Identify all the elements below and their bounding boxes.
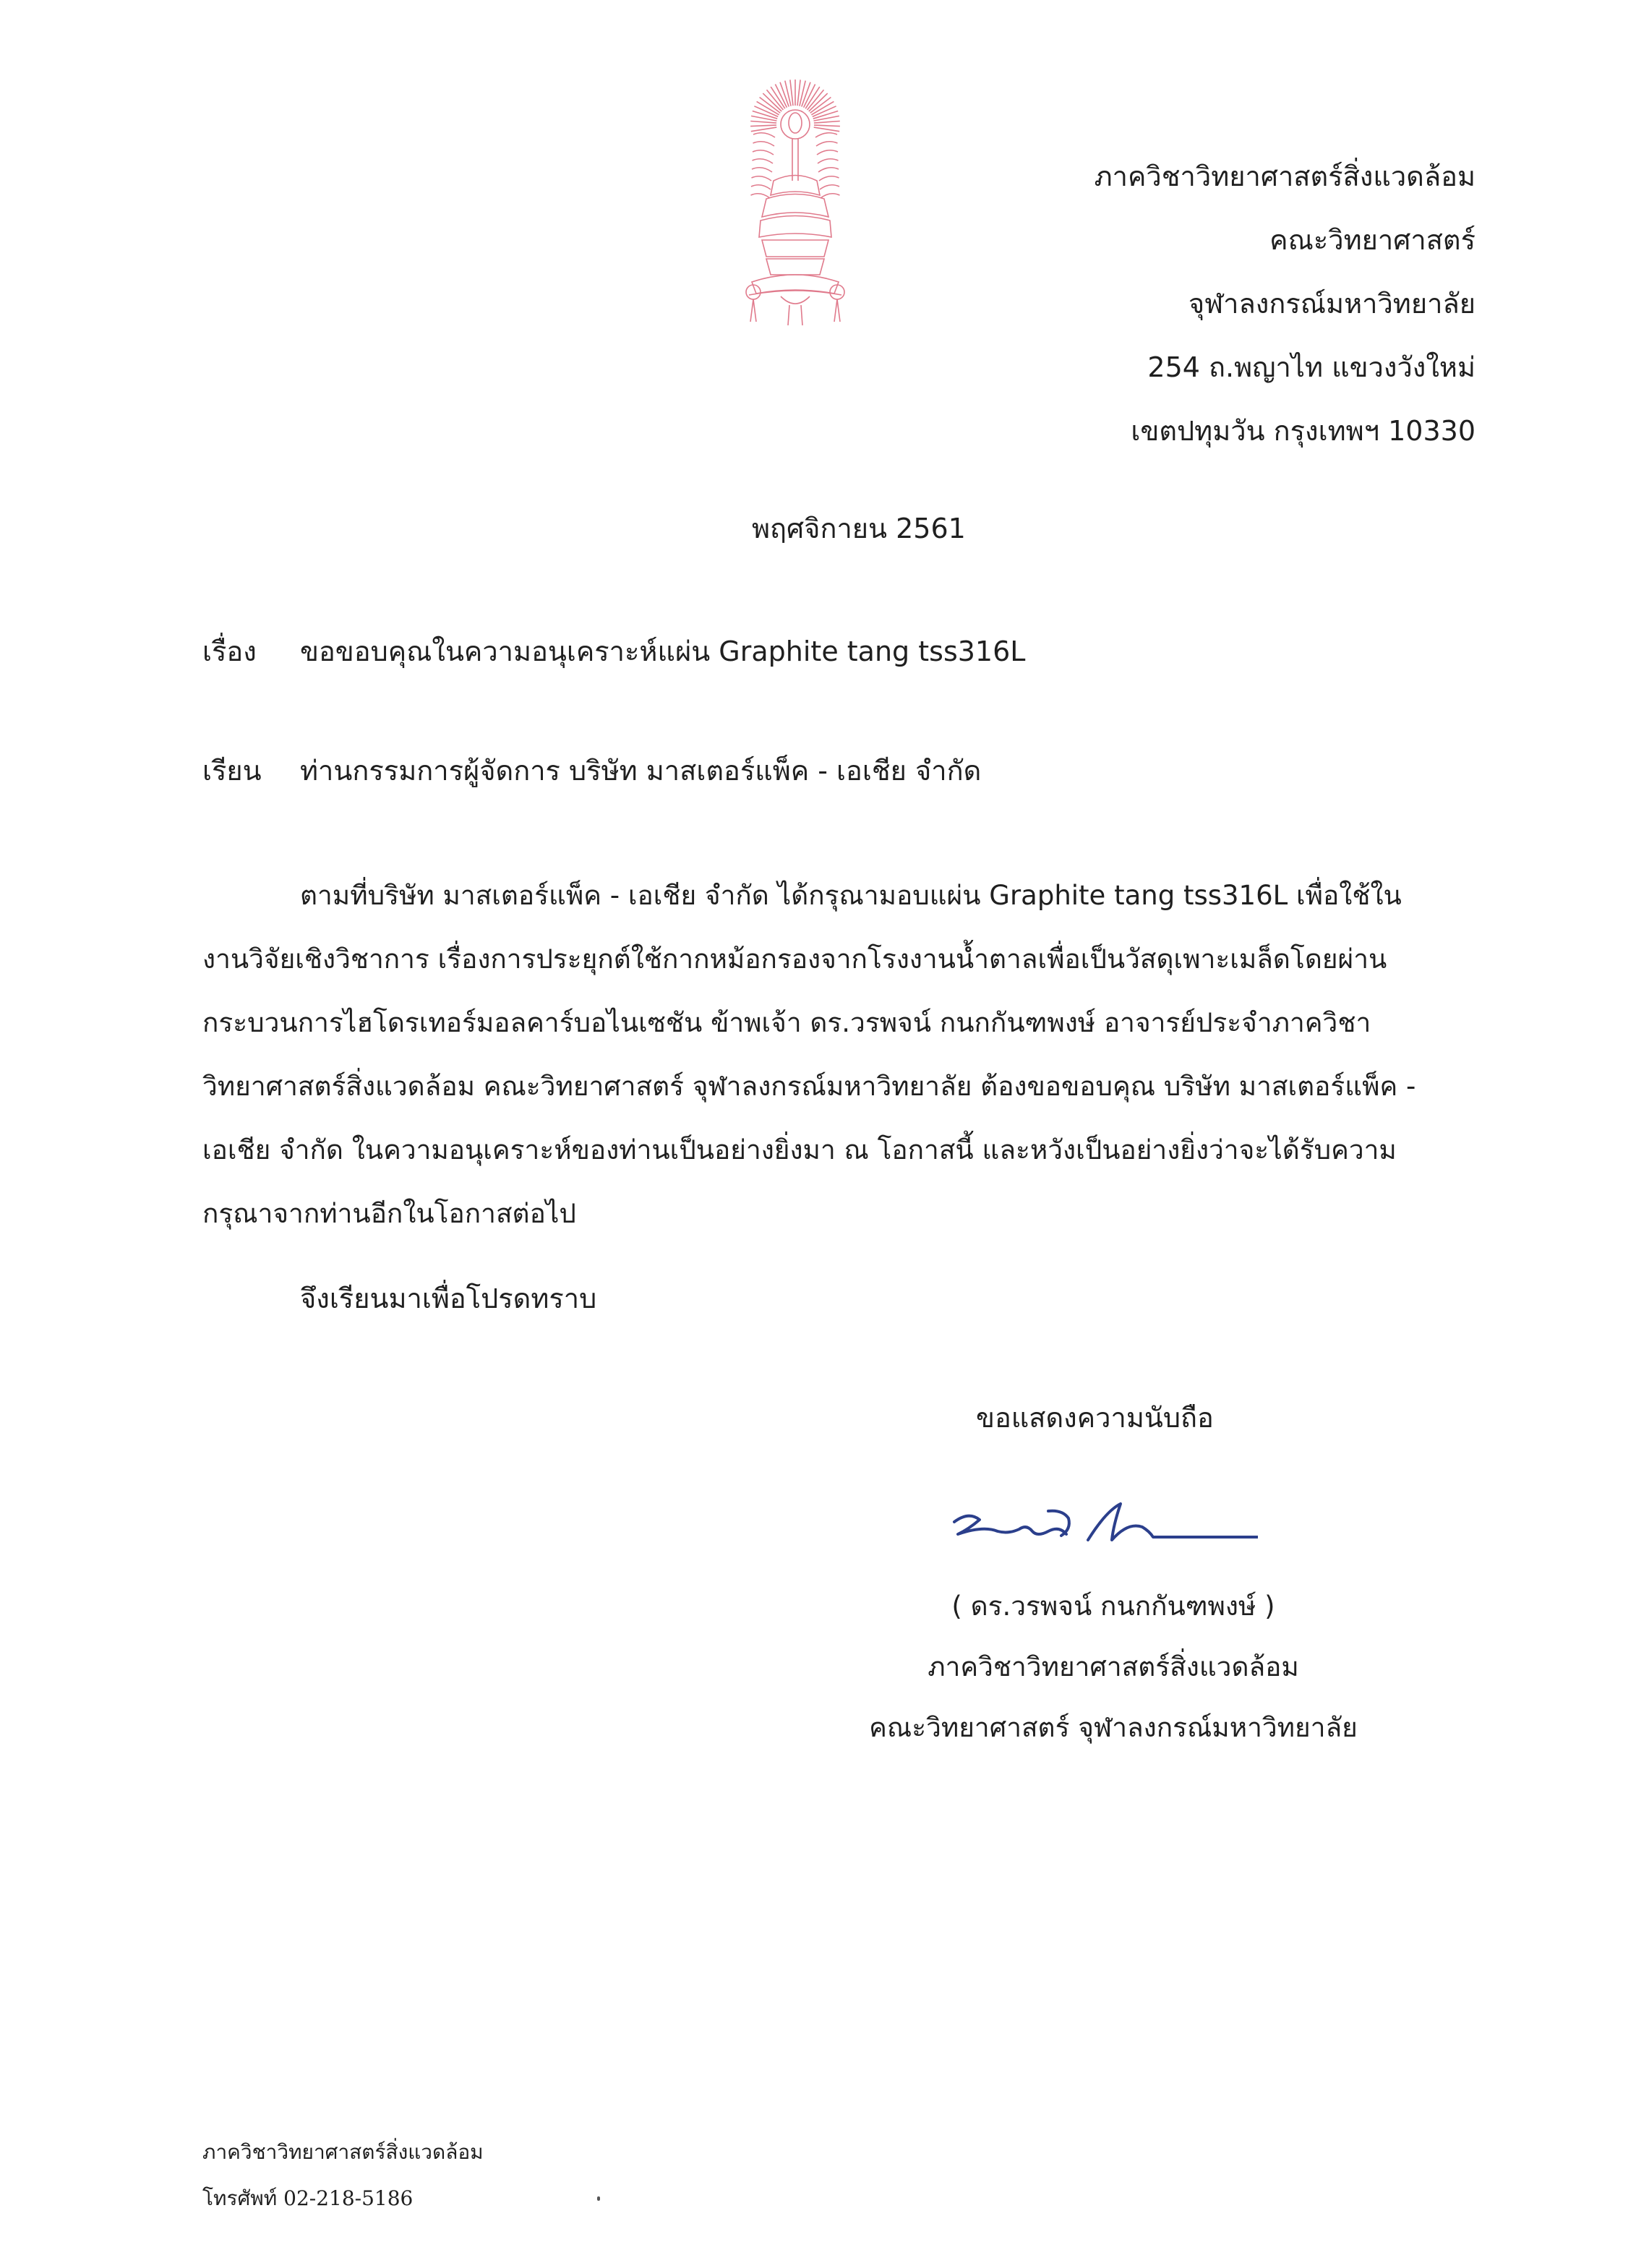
body-line: งานวิจัยเชิงวิชาการ เรื่องการประยุกต์ใช้กากหม้อกรองจากโรงงานน้ำตาลเพื่อเป็นวัสดุเพาะเมล็ดโดยผ่าน bbox=[202, 943, 1387, 975]
emblem-feather bbox=[751, 194, 771, 198]
emblem-ray bbox=[814, 127, 840, 132]
emblem-ray bbox=[751, 116, 776, 121]
footer bbox=[202, 2129, 484, 2222]
sender-address-line: ภาควิชาวิทยาศาสตร์สิ่งแวดล้อม bbox=[1094, 161, 1475, 192]
closing-phrase: จึงเรียนมาเพื่อโปรดทราบ bbox=[300, 1283, 597, 1314]
sender-address-line: คณะวิทยาศาสตร์ bbox=[1269, 224, 1475, 256]
letter-body bbox=[202, 864, 1482, 1246]
emblem-feather bbox=[753, 150, 774, 155]
emblem-feather bbox=[753, 142, 775, 146]
scan-speck bbox=[597, 2196, 600, 2201]
body-line: กระบวนการไฮโดรเทอร์มอลคาร์บอไนเซชัน ข้าพเจ้า ดร.วรพจน์ กนกกันฑพงษ์ อาจารย์ประจำภาควิชา bbox=[202, 1007, 1371, 1038]
subject-label: เรื่อง bbox=[202, 636, 257, 667]
subject-row bbox=[202, 629, 1025, 673]
body-line: เอเชีย จำกัด ในความอนุเคราะห์ของท่านเป็นอย่างยิ่งมา ณ โอกาสนี้ และหวังเป็นอย่างยิ่งว่าจะได้รับความ bbox=[202, 1134, 1397, 1165]
emblem-feather bbox=[753, 159, 774, 163]
phra-kiao-emblem-icon bbox=[745, 72, 846, 354]
emblem-feather bbox=[816, 142, 838, 146]
emblem-feather bbox=[818, 168, 839, 172]
emblem-feather bbox=[753, 133, 775, 137]
emblem-ray bbox=[814, 125, 840, 127]
signer-faculty: คณะวิทยาศาสตร์ จุฬาลงกรณ์มหาวิทยาลัย bbox=[869, 1712, 1358, 1743]
footer-phone: โทรศัพท์ 02-218-5186 bbox=[202, 2186, 414, 2210]
recipient-text: ท่านกรรมการผู้จัดการ บริษัท มาสเตอร์แพ็ค - เอเชีย จำกัด bbox=[300, 755, 982, 787]
sender-address-line: เขตปทุมวัน กรุงเทพฯ 10330 bbox=[1131, 415, 1475, 447]
emblem-feather bbox=[752, 168, 772, 172]
emblem-ray bbox=[814, 121, 840, 124]
sender-address-line: 254 ถ.พญาไท แขวงวังใหม่ bbox=[1147, 351, 1475, 383]
emblem-feather bbox=[818, 159, 839, 163]
body-line: ตามที่บริษัท มาสเตอร์แพ็ค - เอเชีย จำกัด ได้กรุณามอบแผ่น Graphite tang tss316L เพื่อใช้ใน bbox=[300, 880, 1402, 911]
subject-text: ขอขอบคุณในความอนุเคราะห์แผ่น Graphite tang tss316L bbox=[300, 636, 1026, 667]
sender-address-line: จุฬาลงกรณ์มหาวิทยาลัย bbox=[1188, 288, 1475, 320]
emblem-feather bbox=[821, 194, 840, 198]
signer-department: ภาควิชาวิทยาศาสตร์สิ่งแวดล้อม bbox=[928, 1651, 1299, 1682]
emblem-ray bbox=[814, 116, 839, 121]
emblem-ray bbox=[751, 127, 777, 132]
sender-address bbox=[1095, 145, 1475, 463]
signer-name: ( ดร.วรพจน์ กนกกันฑพงษ์ ) bbox=[951, 1591, 1275, 1622]
emblem-ray bbox=[750, 125, 776, 127]
recipient-row bbox=[202, 748, 981, 792]
signer-block bbox=[788, 1576, 1439, 1758]
handwritten-signature bbox=[940, 1489, 1258, 1569]
emblem-feather bbox=[820, 185, 839, 189]
sign-off: ขอแสดงความนับถือ bbox=[976, 1402, 1214, 1434]
emblem-feather bbox=[819, 176, 839, 181]
emblem-feather bbox=[815, 133, 837, 137]
footer-department: ภาควิชาวิทยาศาสตร์สิ่งแวดล้อม bbox=[202, 2140, 484, 2164]
letter-date: พฤศจิกายน 2561 bbox=[752, 513, 966, 544]
emblem-ray bbox=[750, 121, 776, 124]
emblem-feather bbox=[752, 176, 772, 181]
emblem-feather bbox=[817, 150, 838, 155]
recipient-label: เรียน bbox=[202, 755, 262, 787]
body-line: วิทยาศาสตร์สิ่งแวดล้อม คณะวิทยาศาสตร์ จุฬาลงกรณ์มหาวิทยาลัย ต้องขอขอบคุณ บริษัท มาสเตอร์แพ็ค - bbox=[202, 1071, 1416, 1102]
body-line: กรุณาจากท่านอีกในโอกาสต่อไป bbox=[202, 1198, 576, 1229]
emblem-feather bbox=[751, 185, 771, 189]
